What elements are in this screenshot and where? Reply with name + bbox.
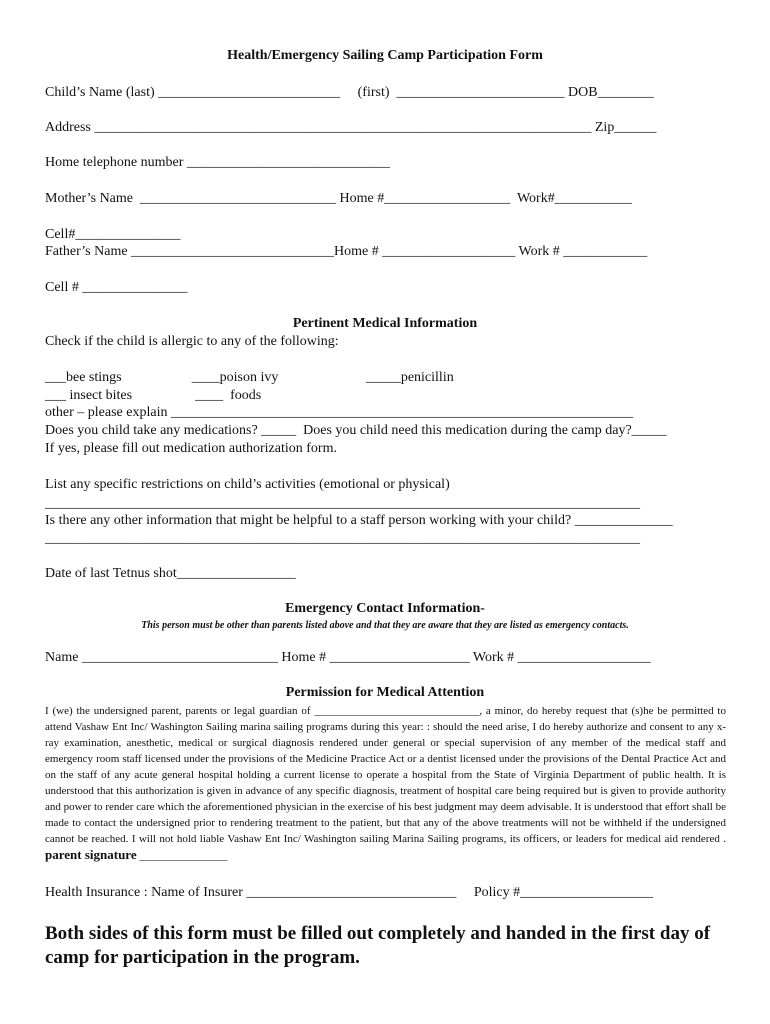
emergency-heading: Emergency Contact Information- — [285, 601, 485, 616]
address-line[interactable]: Address _______________________________________________________________________ Zip______ — [45, 120, 657, 135]
footer-notice: Both sides of this form must be filled out completely and handed in the first day of camp for participation in the program. — [45, 923, 711, 968]
allergy-prompt: Check if the child is allergic to any of the following: — [45, 334, 339, 349]
other-allergy-line[interactable]: other – please explain __________________________________________________________________ — [45, 405, 633, 420]
medication-line[interactable]: Does you child take any medications? _____ Does you child need this medication during the camp day?_____ — [45, 423, 667, 438]
allergy-checklist-row-1[interactable]: ___bee stings ____poison ivy _____penicillin — [45, 370, 454, 385]
form-title: Health/Emergency Sailing Camp Participation Form — [227, 48, 543, 63]
father-name-line[interactable]: Father’s Name _____________________________Home # ___________________ Work # ____________ — [45, 244, 648, 259]
mother-cell-line[interactable]: Cell#_______________ — [45, 227, 181, 242]
permission-paragraph — [45, 703, 726, 864]
home-telephone-line[interactable]: Home telephone number _____________________________ — [45, 155, 390, 170]
other-info-blank[interactable]: _____________________________________________________________________________________ — [45, 531, 640, 546]
health-insurance-line[interactable]: Health Insurance : Name of Insurer ______________________________ Policy #___________________ — [45, 885, 654, 900]
emergency-contact-line[interactable]: Name ____________________________ Home # ____________________ Work # ___________________ — [45, 650, 651, 665]
parent-signature-field[interactable]: ________________ — [139, 850, 228, 862]
medication-note: If yes, please fill out medication authorization form. — [45, 441, 337, 456]
permission-heading: Permission for Medical Attention — [285, 685, 485, 700]
emergency-note: This person must be other than parents listed above and that they are aware that they are listed as emergency contacts. — [141, 620, 629, 631]
parent-signature-label: parent signature — [45, 847, 137, 862]
allergy-checklist-row-2[interactable]: ___ insect bites ____ foods — [45, 388, 262, 403]
mother-name-line[interactable]: Mother’s Name ____________________________ Home #__________________ Work#___________ — [45, 191, 632, 206]
other-info-line[interactable]: Is there any other information that might be helpful to a staff person working with your child? ______________ — [45, 513, 673, 528]
child-name-line[interactable]: Child’s Name (last) __________________________ (first) ________________________ DOB________ — [45, 85, 654, 100]
tetanus-line[interactable]: Date of last Tetnus shot_________________ — [45, 566, 296, 581]
permission-text: I (we) the undersigned parent, parents or legal guardian of ______________________________, a minor, do hereby request that (s)he be permitted to attend Vashaw Ent Inc/ Washington Sailing marina sailing programs during this year: : should the need arise, I do hereby authorize and consent to any x-ray examination, anesthetic, medical or surgical diagnosis rendered under general or special supervision of any member of the medical staff and emergency room staff licensed under the provisions of the Medicine Practice Act or a dentist licensed under the provisions of the Dental Practice Act and on the staff of any acute general hospital holding a current license to operate a hospital from the State of Virginia Department of public health. It is understood that this authorization is given in advance of any specific diagnosis, treatment of hospital care being required but is given to provide authority and power to render care which the aforementioned physician in the exercise of his best judgment may deem advisable. It is understood that effort shall be made to contact the undersigned prior to rendering treatment to the patient, but that any of the above treatments will not be withheld if the undersigned cannot be reached. I will not hold liable Vashaw Ent Inc/ Washington sailing Marina Sailing programs, its officers, or leaders for medical aid rendered . — [45, 705, 726, 845]
restrictions-line: List any specific restrictions on child’s activities (emotional or physical) — [45, 477, 450, 492]
medical-heading: Pertinent Medical Information — [292, 316, 478, 331]
father-cell-line[interactable]: Cell # _______________ — [45, 280, 188, 295]
restrictions-blank[interactable]: _____________________________________________________________________________________ — [45, 496, 640, 511]
